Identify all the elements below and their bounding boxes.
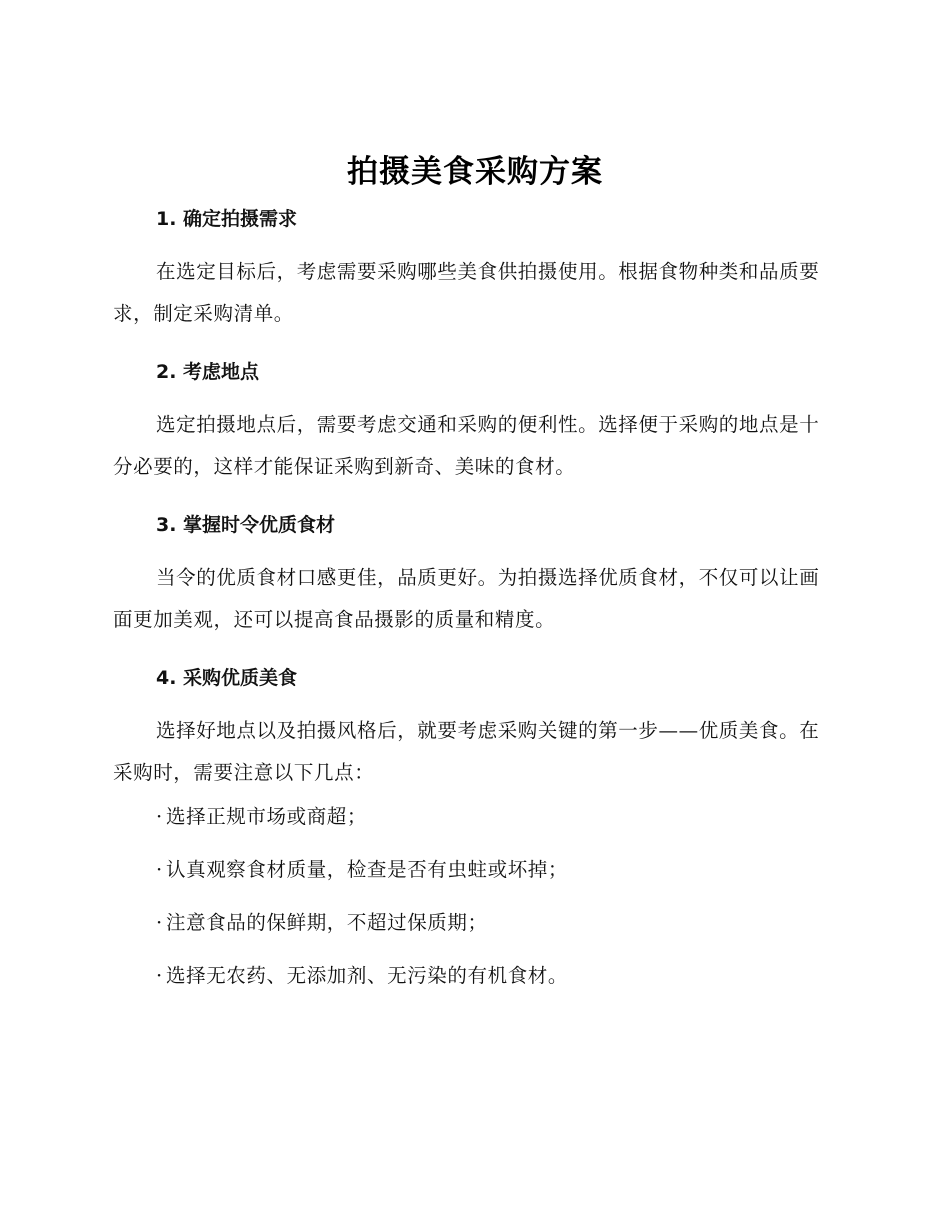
section-paragraph-3: 当令的优质食材口感更佳，品质更好。为拍摄选择优质食材，不仅可以让画面更加美观，还可以提高食品摄影的质量和精度。: [113, 566, 820, 631]
section-paragraph-1: 在选定目标后，考虑需要采购哪些美食供拍摄使用。根据食物种类和品质要求，制定采购清单。: [113, 260, 820, 325]
section-paragraph-4: 选择好地点以及拍摄风格后，就要考虑采购关键的第一步——优质美食。在采购时，需要注意以下几点：: [113, 719, 820, 784]
bullet-marker: ·: [156, 911, 163, 934]
document-body: [113, 200, 835, 1016]
bullet-list: [113, 804, 835, 989]
list-item-text: 认真观察食材质量，检查是否有虫蛀或坏掉；: [166, 858, 569, 881]
bullet-marker: ·: [156, 858, 163, 881]
list-item-text: 注意食品的保鲜期，不超过保质期；: [166, 911, 488, 934]
section-paragraph-2: 选定拍摄地点后，需要考虑交通和采购的便利性。选择便于采购的地点是十分必要的，这样才能保证采购到新奇、美味的食材。: [113, 413, 820, 478]
list-item: [156, 804, 835, 830]
section-heading-4: 4. 采购优质美食: [156, 667, 298, 689]
document-title: 拍摄美食采购方案: [347, 154, 603, 190]
list-item: [156, 963, 835, 989]
bullet-marker: ·: [156, 964, 163, 987]
list-item: [156, 910, 835, 936]
section-heading-1: 1. 确定拍摄需求: [156, 208, 298, 230]
bullet-marker: ·: [156, 805, 163, 828]
list-item-text: 选择正规市场或商超；: [166, 805, 368, 828]
section-heading-2: 2. 考虑地点: [156, 361, 260, 383]
list-item: [156, 857, 835, 883]
section-heading-3: 3. 掌握时令优质食材: [156, 514, 336, 536]
list-item-text: 选择无农药、无添加剂、无污染的有机食材。: [166, 964, 569, 987]
